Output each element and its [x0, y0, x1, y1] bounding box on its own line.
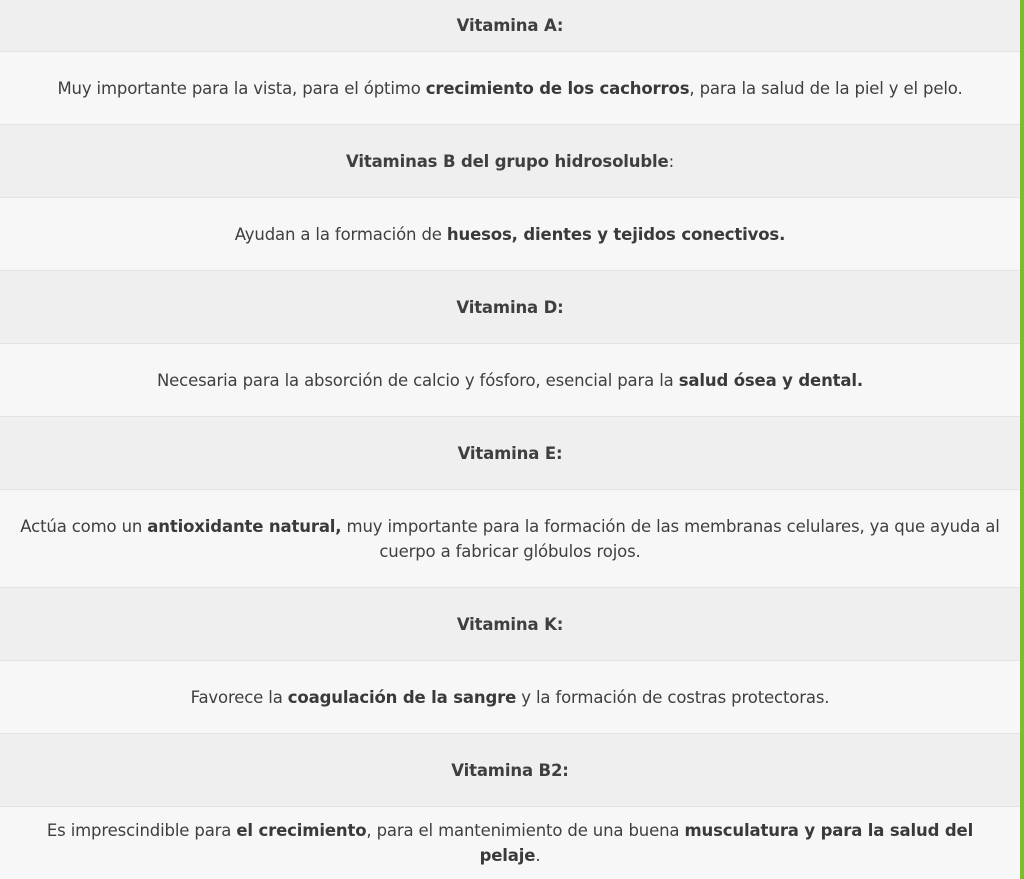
description-highlight: salud ósea y dental. [678, 370, 864, 390]
description-text: Ayudan a la formación de [234, 224, 447, 244]
description-text: Necesaria para la absorción de calcio y fósforo, esencial para la [156, 370, 679, 390]
description-text: Muy importante para la vista, para el óptimo [57, 78, 426, 98]
description-text: Favorece la [190, 687, 288, 707]
vitamin-description [57, 76, 962, 101]
vitamin-name-row [0, 271, 1020, 344]
vitamin-description-row [0, 198, 1020, 271]
vitamin-description-row [0, 661, 1020, 734]
description-text: y la formación de costras protectoras. [516, 687, 830, 707]
vitamin-description [18, 818, 1002, 868]
vitamin-name: Vitamina D: [456, 297, 564, 317]
vitamin-name-row [0, 417, 1020, 490]
description-text: . [535, 846, 541, 865]
vitamin-description [157, 368, 863, 393]
vitamin-name-row [0, 588, 1020, 661]
accent-border [1020, 0, 1024, 879]
vitamin-description [235, 222, 785, 247]
description-highlight: el crecimiento [236, 821, 367, 840]
vitamin-description-row [0, 490, 1020, 588]
vitamin-name: Vitamina A: [456, 16, 564, 35]
description-highlight: huesos, dientes y tejidos conectivos. [446, 224, 786, 244]
description-text: Es imprescindible para [46, 821, 237, 840]
vitamin-name-suffix: : [668, 151, 674, 171]
vitamin-description-row [0, 344, 1020, 417]
vitamin-name: Vitamina E: [457, 443, 563, 463]
vitamin-description [18, 514, 1002, 564]
description-text: , para el mantenimiento de una buena [366, 821, 685, 840]
vitamin-description-row [0, 807, 1020, 879]
vitamin-name-row [0, 734, 1020, 807]
vitamin-name [346, 149, 674, 174]
description-highlight: antioxidante natural, [147, 516, 342, 536]
vitamin-name: Vitamina K: [456, 614, 564, 634]
description-highlight: musculatura y para la salud del pelaje [479, 821, 974, 865]
description-text: , para la salud de la piel y el pelo. [689, 78, 963, 98]
vitamin-description-row [0, 52, 1020, 125]
vitamin-name-bold: Vitaminas B del grupo hidrosoluble [346, 151, 669, 171]
description-highlight: coagulación de la sangre [287, 687, 517, 707]
description-text: Actúa como un [20, 516, 148, 536]
vitamin-description [191, 685, 830, 710]
vitamin-name: Vitamina B2: [451, 760, 569, 780]
vitamin-name-row [0, 0, 1020, 52]
vitamin-name-row [0, 125, 1020, 198]
description-text: muy importante para la formación de las membranas celulares, ya que ayuda al cuerpo a fabricar glóbulos rojos. [341, 516, 1000, 561]
description-highlight: crecimiento de los cachorros [425, 78, 690, 98]
